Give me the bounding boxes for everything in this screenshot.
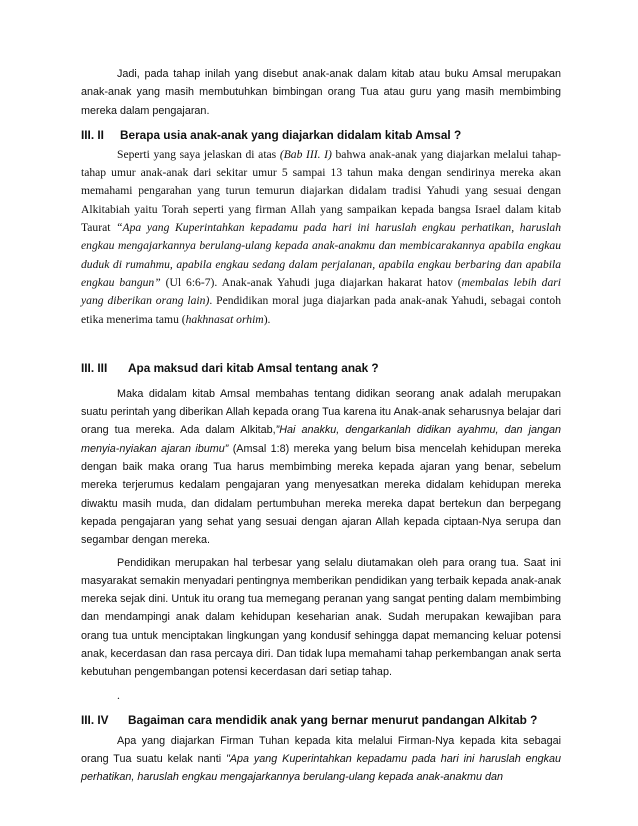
section-heading-method [81,711,561,729]
section-number: III. IV [81,712,109,727]
section-title: Bagaiman cara mendidik anak yang bernar menurut pandangan Alkitab ? [128,712,538,727]
text-run: . Pendidikan moral juga diajarkan pada anak-anak Yahudi, sebagai contoh etika menerima tamu ( [81,294,561,326]
meaning-paragraph-1 [81,385,561,550]
text-run: bahwa anak-anak yang diajarkan melalui tahap-tahap umur anak-anak dari sekitar umur 5 sampai 13 tahun maka dengan sendirinya mereka akan memahami pengarahan yang turun temurun diajarkan didalam tradisi Yahudi yang sesuai dengan Alkitabiah yaitu Torah seperti yang firman Allah yang sampaikan kepada bangsa Israel dalam kitab Taurat [81,147,562,235]
text-run: (Amsal 1:8) mereka yang belum bisa mencelah kehidupan mereka dengan baik maka orang Tua harus membimbing mereka kepada ajaran yang benar, sebelum mereka terjerumus kedalam pengajaran yang menyesatkan mereka didalam kehidupan mereka diwaktu masih muda, dan didalam pertumbuhan mereka mereka dapat bertekun dan berpegang kepada pengajaran yang sehat yang sesuai dengan ajaran Allah kepada ciptaan-Nya serupa dan segambar dengan mereka. [81,442,561,547]
method-paragraph [81,732,561,787]
italic-run: (Bab III. I) [279,147,332,161]
section-heading-meaning [81,359,561,377]
section-heading-age [81,126,561,144]
stray-dot: . [117,688,120,702]
section-number: III. III [81,360,108,375]
text-run: Seperti yang saya jelaskan di atas [117,147,280,161]
italic-run: membalas lebih dari yang diberikan orang lain) [81,275,561,308]
text-run: (Ul 6:6-7). Anak-anak Yahudi juga diajarkan hakarat hatov ( [160,275,462,289]
intro-paragraph: Jadi, pada tahap inilah yang disebut anak-anak dalam kitab atau buku Amsal merupakan anak-anak yang masih membutuhkan bimbingan orang Tua atau guru yang masih membimbing mereka dalam pengajaran. [81,68,561,117]
meaning-paragraph-2: Pendidikan merupakan hal terbesar yang selalu diutamakan oleh para orang tua. Saat ini masyarakat semakin menyadari pentingnya memberikan pendidikan yang terbaik kepada anak-anak mereka sejak dini. Untuk itu orang tua memegang peranan yang sangat penting dalam membimbing dan mendampingi anak dalam kehidupan keseharian anak. Sudah merupakan kewajiban para orang tua untuk menciptakan lingkungan yang kondusif sehingga dapat memancing keluar potensi anak, kecerdasan dan rasa percaya diri. Dan tidak lupa memahami tahap perkembangan anak serta kebutuhan pengembangan potensi kecerdasan dari setiap tahap. [81,556,561,679]
document-page [81,65,561,787]
age-paragraph [81,146,561,329]
quote-deuteronomy-2: "Apa yang Kuperintahkan kepadamu pada hari ini haruslah engkau perhatikan, haruslah engkau mengajarkannya berulang-ulang kepada anak-anakmu dan [81,752,561,784]
quote-proverbs: ”Hai anakku, dengarkanlah didikan ayahmu, dan jangan menyia-nyiakan ajaran ibumu” [81,424,561,455]
text-run: Apa yang diajarkan Firman Tuhan kepada kita melalui Firman-Nya kepada kita sebagai orang Tua suatu kelak nanti [81,734,561,765]
section-title: Berapa usia anak-anak yang diajarkan didalam kitab Amsal ? [120,127,462,142]
text-run: Maka didalam kitab Amsal membahas tentang didikan seorang anak adalah merupakan suatu perintah yang diberikan Allah kepada orang Tua karena itu Anak-anak seharusnya belajar dari orang tua mereka. Ada dalam Alkitab, [81,387,561,437]
text-run: ). [263,312,271,326]
italic-run: hakhnasat orhim [185,312,264,326]
section-title: Apa maksud dari kitab Amsal tentang anak ? [128,360,379,375]
section-number: III. II [81,127,104,142]
quote-deuteronomy: “Apa yang Kuperintahkan kepadamu pada hari ini haruslah engkau perhatikan, haruslah engkau mengajarkannya berulang-ulang kepada anak-anakmu dan membicarakannya apabila engkau duduk di rumahmu, apabila engkau sedang dalam perjalanan, apabila engkau berbaring dan apabila engkau bangun” [81,221,561,289]
